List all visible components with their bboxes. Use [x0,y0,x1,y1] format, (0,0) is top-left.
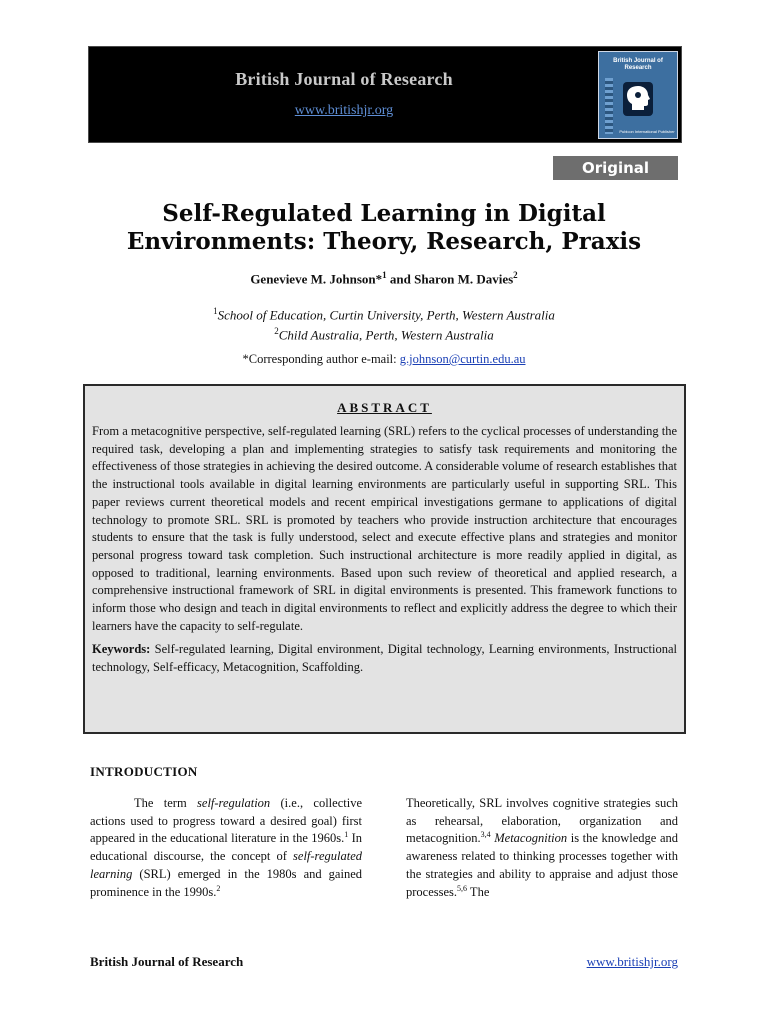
title-line-1: Self-Regulated Learning in Digital [162,200,606,227]
author-2: Sharon M. Davies [414,271,514,287]
affiliation-1-text: School of Education, Curtin University, Perth, Western Australia [217,307,555,323]
intro-left-text-3: In educational discourse, the concept of [90,831,362,864]
article-type-badge: Original Article [553,156,678,180]
title-line-2: Environments: Theory, Research, Praxis [126,228,642,255]
citation-3-4: 3,4 [480,830,491,840]
author-list [0,270,768,287]
corresponding-email-link[interactable]: g.johnson@curtin.edu.au [399,352,526,366]
corresponding-label: *Corresponding author e-mail: [242,352,400,366]
author-1-affil-mark: 1 [382,270,387,280]
keywords [92,641,677,676]
affiliation-2-text: Child Australia, Perth, Western Australia [278,327,494,343]
introduction-heading: INTRODUCTION [90,764,198,779]
intro-right-text-3: The [467,884,490,899]
affiliation-1 [0,303,768,323]
keywords-label: Keywords: [92,642,151,657]
term-srl: self-regulated learning [90,849,362,881]
intro-left-text-2: (i.e., collective actions used to progress toward a desired goal) first appeared in the educational literature in the 1960s. [90,796,362,846]
cover-publisher: Pubicon International Publisher [619,129,675,134]
affiliations [0,303,768,344]
intro-column-left [90,795,362,901]
author-1: Genevieve M. Johnson* [250,271,383,287]
abstract-heading: ABSTRACT [337,400,432,415]
cover-title: British Journal of Research [613,58,663,71]
intro-left-text-1: The term [134,796,198,810]
citation-2: 2 [216,883,221,893]
intro-right-text-1: Theoretically, SRL involves cognitive strategies such as rehearsal, elaboration, organization and metacognition. [406,796,678,846]
citation-5-6: 5,6 [457,883,468,893]
affiliation-1-mark: 1 [213,306,218,316]
cover-stripe [605,78,613,134]
intro-column-right [406,795,678,901]
abstract-box [83,384,686,734]
term-metacognition: Metacognition [494,831,568,846]
footer-journal-name: British Journal of Research [90,954,244,969]
affiliation-2 [0,323,768,343]
journal-url-link[interactable]: www.britishjr.org [294,103,394,118]
author-2-affil-mark: 2 [513,270,518,280]
abstract-text: From a metacognitive perspective, self-regulated learning (SRL) refers to the cyclical processes of understanding the required task, developing a plan and implementing strategies to satisfy task requirements and monitoring the effectiveness of those strategies in achieving the desired outcome. A considerable volume of research establishes that the instructional tools available in digital learning environments are particularly useful in supporting SRL. This paper reviews current theoretical models and recent empirical investigations germane to applications of digital technology to promote SRL. SRL is promoted by teachers who provide instruction architecture that encourages students to ensure that the task is fully understood, select and execute effective plans and strategies and monitor personal progress toward task completion. Such instructional architecture is more readily applied in digital, as opposed to traditional, learning environments. Based upon such review of theoretical and applied research, a comprehensive instructional framework of SRL in digital environments is presented. This framework functions to inform those who design and teach in digital environments to reflect and explicitly address the degree to which their learners have the capacity to self-regulate. [92,424,677,633]
head-profile-icon [623,82,653,116]
corresponding-author [0,352,768,367]
term-self-regulation: self-regulation [197,796,271,810]
author-connector: and [386,271,415,287]
intro-right-text-2: is the knowledge and awareness related to thinking processes together with the strategies and ability to appraise and adjust those processes. [406,831,678,899]
keywords-list: Self-regulated learning, Digital environment, Digital technology, Learning environments, Instructional technology, Self-efficacy, Metacognition, Scaffolding. [92,642,677,675]
journal-title: British Journal of Research [235,69,453,89]
intro-left-text-4: (SRL) emerged in the 1980s and gained prominence in the 1990s. [90,866,362,899]
footer-url-link[interactable]: www.britishjr.org [586,954,678,969]
citation-1: 1 [344,830,349,840]
journal-cover-image [598,51,678,139]
journal-banner [88,46,682,143]
affiliation-2-mark: 2 [274,326,279,337]
article-title [0,200,768,256]
